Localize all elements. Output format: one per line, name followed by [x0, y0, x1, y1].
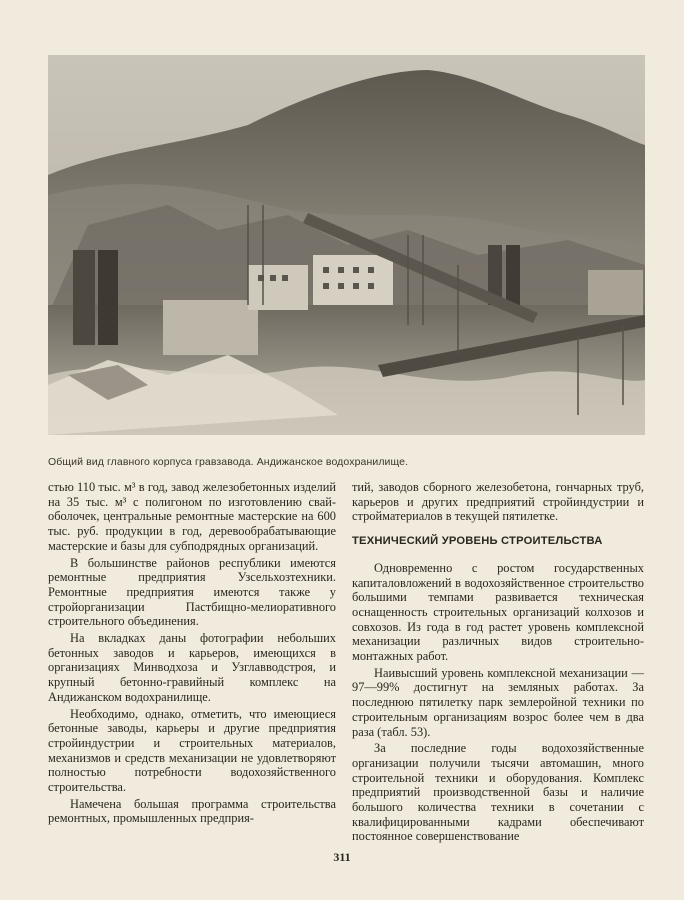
paragraph: В большинстве районов республики имеются ремонтные предприятия Узсельхозтехники. Ремонтные предприятия имеются также у стройорганизации Пастбищно-мелиоративного строительного объединения.: [48, 555, 336, 629]
paragraph: Наивысший уровень комплексной механизации — 97—99% достигнут на земляных работах. За последнюю пятилетку парк землеройной техники по строительным организациям возрос более чем в два раза (табл. 53).: [352, 665, 644, 739]
page-number: 311: [333, 850, 351, 864]
paragraph: За последние годы водохозяйственные организации получили тысячи автомашин, много строительной техники и оборудования. Комплекс предприятий производственной базы и наличие большого количества техники в сочетании с квалифицированными кадрами обеспечивают постоянное совершенствование: [352, 741, 644, 844]
left-column: [48, 480, 336, 828]
paragraph: стью 110 тыс. м³ в год, завод железобетонных изделий на 35 тыс. м³ с полигоном по изготовлению свай-оболочек, центральные ремонтные мастерские на 600 тыс. руб. продукции в год, деревообрабатывающие мастерские и базы для субподрядных организаций.: [48, 480, 336, 553]
photo-caption: Общий вид главного корпуса гравзавода. Андижанское водохранилище.: [48, 456, 409, 468]
paragraph: На вкладках даны фотографии небольших бетонных заводов и карьеров, имеющихся в организациях Минводхоза и Узглавводстроя, и крупный бетонно-гравийный комплекс на Андижанском водохранилище.: [48, 631, 336, 704]
paragraph: Необходимо, однако, отметить, что имеющиеся бетонные заводы, карьеры и другие предприятия стройиндустрии и строительных материалов, механизмов и средств механизации не удовлетворяют полностью потребности водохозяйственного строительства.: [48, 706, 336, 795]
section-heading: ТЕХНИЧЕСКИЙ УРОВЕНЬ СТРОИТЕЛЬСТВА: [352, 535, 603, 548]
paragraph: Намечена большая программа строительства ремонтных, промышленных предприя-: [48, 796, 336, 826]
gravel-plant-illustration: [48, 55, 645, 435]
right-column: [352, 480, 644, 846]
paragraph: тий, заводов сборного железобетона, гончарных труб, карьеров и других предприятий стройиндустрии и стройматериалов в текущей пятилетке.: [352, 480, 644, 524]
gravel-plant-photo: [48, 55, 645, 435]
paragraph: Одновременно с ростом государственных капиталовложений в водохозяйственное строительство большими темпами развивается техническая оснащенность строительных организаций колхозов и совхозов. Из года в год растет уровень комплексной механизации различных видов строительно-монтажных работ.: [352, 560, 644, 664]
